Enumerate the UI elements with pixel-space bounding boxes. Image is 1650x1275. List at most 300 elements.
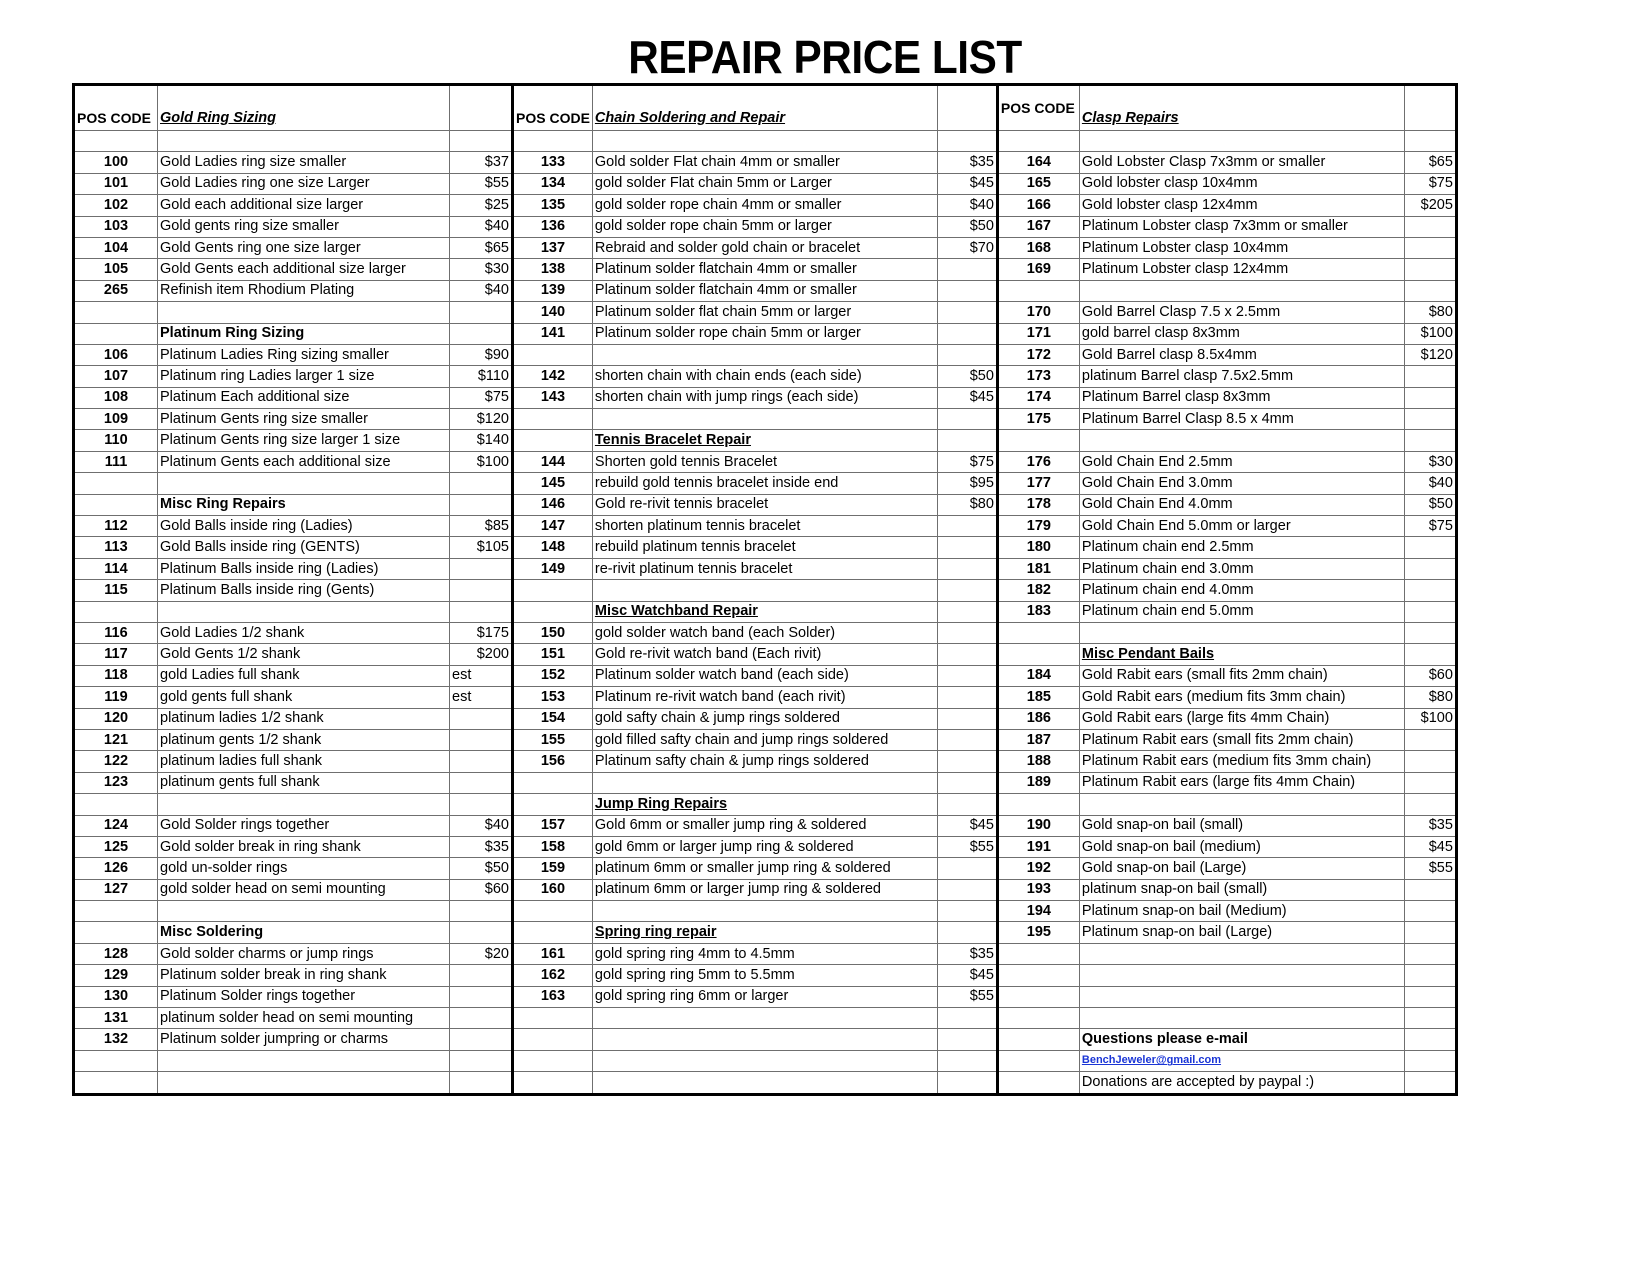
price-cell: $37 bbox=[450, 152, 513, 173]
table-row bbox=[74, 302, 1457, 323]
description-cell: rebuild gold tennis bracelet inside end bbox=[592, 473, 937, 494]
price-cell: $55 bbox=[450, 173, 513, 194]
description-cell: re-rivit platinum tennis bracelet bbox=[592, 558, 937, 579]
price-cell bbox=[450, 1029, 513, 1050]
pos-code-header: POS CODE bbox=[513, 85, 593, 131]
description-cell: platinum Barrel clasp 7.5x2.5mm bbox=[1079, 366, 1404, 387]
price-cell bbox=[1404, 430, 1456, 451]
pos-code-cell: 125 bbox=[74, 836, 158, 857]
table-row bbox=[74, 366, 1457, 387]
price-cell bbox=[937, 344, 997, 365]
pos-code-cell: 133 bbox=[513, 152, 593, 173]
table-row bbox=[74, 687, 1457, 708]
table-row bbox=[74, 216, 1457, 237]
description-cell: Platinum Gents each additional size bbox=[158, 451, 450, 472]
table-row bbox=[74, 580, 1457, 601]
description-cell: gold barrel clasp 8x3mm bbox=[1079, 323, 1404, 344]
pos-code-cell: 194 bbox=[997, 901, 1079, 922]
description-cell: gold 6mm or larger jump ring & soldered bbox=[592, 836, 937, 857]
pos-code-cell: 152 bbox=[513, 665, 593, 686]
description-cell bbox=[158, 473, 450, 494]
price-cell bbox=[450, 772, 513, 793]
pos-code-cell: 135 bbox=[513, 195, 593, 216]
pos-code-cell: 109 bbox=[74, 409, 158, 430]
pos-code-cell: 137 bbox=[513, 237, 593, 258]
pos-code-cell: 101 bbox=[74, 173, 158, 194]
price-cell bbox=[937, 794, 997, 815]
pos-code-cell bbox=[513, 601, 593, 622]
pos-code-cell: 193 bbox=[997, 879, 1079, 900]
price-cell: $80 bbox=[1404, 302, 1456, 323]
table-row bbox=[74, 901, 1457, 922]
description-cell: Gold Rabit ears (large fits 4mm Chain) bbox=[1079, 708, 1404, 729]
pos-code-cell: 151 bbox=[513, 644, 593, 665]
pos-code-cell bbox=[513, 1050, 593, 1071]
description-cell: Gold solder break in ring shank bbox=[158, 836, 450, 857]
pos-code-cell: 181 bbox=[997, 558, 1079, 579]
description-cell bbox=[1079, 943, 1404, 964]
section-heading: Misc Watchband Repair bbox=[592, 601, 937, 622]
price-cell bbox=[937, 708, 997, 729]
price-cell: $175 bbox=[450, 622, 513, 643]
table-row bbox=[74, 1072, 1457, 1094]
price-cell bbox=[1404, 965, 1456, 986]
price-cell bbox=[450, 901, 513, 922]
description-cell: Gold Ladies ring size smaller bbox=[158, 152, 450, 173]
pos-code-cell: 102 bbox=[74, 195, 158, 216]
pos-code-cell: 158 bbox=[513, 836, 593, 857]
description-cell bbox=[592, 772, 937, 793]
pos-code-cell bbox=[513, 430, 593, 451]
price-cell: $110 bbox=[450, 366, 513, 387]
description-cell: gold Ladies full shank bbox=[158, 665, 450, 686]
price-cell bbox=[937, 516, 997, 537]
price-cell bbox=[450, 580, 513, 601]
table-row bbox=[74, 601, 1457, 622]
pos-code-cell: 153 bbox=[513, 687, 593, 708]
description-cell bbox=[592, 1008, 937, 1029]
price-cell: $75 bbox=[1404, 173, 1456, 194]
price-cell: $75 bbox=[450, 387, 513, 408]
pos-code-cell bbox=[74, 494, 158, 515]
pos-code-cell bbox=[997, 943, 1079, 964]
pos-code-cell: 108 bbox=[74, 387, 158, 408]
description-cell: Platinum Ladies Ring sizing smaller bbox=[158, 344, 450, 365]
price-cell bbox=[937, 280, 997, 301]
price-cell bbox=[937, 323, 997, 344]
description-cell: Donations are accepted by paypal :) bbox=[1079, 1072, 1404, 1094]
pos-code-cell bbox=[513, 409, 593, 430]
price-cell bbox=[450, 729, 513, 750]
pos-code-cell: 188 bbox=[997, 751, 1079, 772]
pos-code-cell: 114 bbox=[74, 558, 158, 579]
description-cell bbox=[1079, 986, 1404, 1007]
pos-code-cell bbox=[74, 302, 158, 323]
description-cell: platinum ladies 1/2 shank bbox=[158, 708, 450, 729]
price-cell bbox=[450, 494, 513, 515]
pos-code-cell: 161 bbox=[513, 943, 593, 964]
description-cell bbox=[158, 901, 450, 922]
description-cell bbox=[1079, 430, 1404, 451]
pos-code-cell: 156 bbox=[513, 751, 593, 772]
price-cell bbox=[1404, 879, 1456, 900]
table-row bbox=[74, 815, 1457, 836]
description-cell bbox=[592, 901, 937, 922]
table-row bbox=[74, 323, 1457, 344]
pos-code-cell bbox=[74, 473, 158, 494]
pos-code-cell bbox=[74, 922, 158, 943]
price-cell: $120 bbox=[450, 409, 513, 430]
table-row bbox=[74, 708, 1457, 729]
pos-code-cell: 154 bbox=[513, 708, 593, 729]
pos-code-cell bbox=[997, 622, 1079, 643]
description-cell: Gold Gents each additional size larger bbox=[158, 259, 450, 280]
pos-code-cell: 144 bbox=[513, 451, 593, 472]
price-cell bbox=[450, 986, 513, 1007]
description-cell: shorten platinum tennis bracelet bbox=[592, 516, 937, 537]
price-cell bbox=[1404, 1008, 1456, 1029]
table-row bbox=[74, 794, 1457, 815]
description-cell bbox=[1079, 1008, 1404, 1029]
table-row bbox=[74, 537, 1457, 558]
price-cell bbox=[937, 901, 997, 922]
price-cell bbox=[450, 1072, 513, 1094]
description-cell: Gold Gents ring one size larger bbox=[158, 237, 450, 258]
price-cell: $205 bbox=[1404, 195, 1456, 216]
pos-code-cell: 120 bbox=[74, 708, 158, 729]
description-cell bbox=[592, 409, 937, 430]
price-cell bbox=[937, 879, 997, 900]
description-cell: Gold Barrel clasp 8.5x4mm bbox=[1079, 344, 1404, 365]
pos-code-cell: 117 bbox=[74, 644, 158, 665]
description-cell: Platinum Balls inside ring (Ladies) bbox=[158, 558, 450, 579]
description-cell: Platinum chain end 5.0mm bbox=[1079, 601, 1404, 622]
price-cell: $40 bbox=[450, 216, 513, 237]
section-heading: Spring ring repair bbox=[592, 922, 937, 943]
description-cell: Gold Balls inside ring (Ladies) bbox=[158, 516, 450, 537]
price-cell: $45 bbox=[937, 173, 997, 194]
pos-code-cell: 183 bbox=[997, 601, 1079, 622]
pos-code-cell: 139 bbox=[513, 280, 593, 301]
description-cell: Gold Chain End 2.5mm bbox=[1079, 451, 1404, 472]
price-cell: $60 bbox=[450, 879, 513, 900]
pos-code-cell: 191 bbox=[997, 836, 1079, 857]
price-cell bbox=[937, 302, 997, 323]
description-cell: Platinum Rabit ears (medium fits 3mm chain) bbox=[1079, 751, 1404, 772]
pos-code-cell bbox=[74, 1050, 158, 1071]
description-cell: shorten chain with chain ends (each side) bbox=[592, 366, 937, 387]
description-cell: platinum gents full shank bbox=[158, 772, 450, 793]
description-cell: gold filled safty chain and jump rings soldered bbox=[592, 729, 937, 750]
pos-code-cell bbox=[513, 344, 593, 365]
price-cell bbox=[937, 601, 997, 622]
pos-code-cell bbox=[74, 323, 158, 344]
price-cell: $100 bbox=[450, 451, 513, 472]
price-cell: $40 bbox=[1404, 473, 1456, 494]
pos-code-cell: 128 bbox=[74, 943, 158, 964]
description-cell: Gold Rabit ears (medium fits 3mm chain) bbox=[1079, 687, 1404, 708]
table-row bbox=[74, 259, 1457, 280]
pos-code-cell: 136 bbox=[513, 216, 593, 237]
table-row bbox=[74, 943, 1457, 964]
table-row bbox=[74, 986, 1457, 1007]
price-cell: $55 bbox=[937, 986, 997, 1007]
description-cell: gold un-solder rings bbox=[158, 858, 450, 879]
price-cell: $55 bbox=[1404, 858, 1456, 879]
section-heading: Questions please e-mail bbox=[1079, 1029, 1404, 1050]
pos-code-cell bbox=[513, 580, 593, 601]
description-cell: platinum gents 1/2 shank bbox=[158, 729, 450, 750]
pos-code-cell: 168 bbox=[997, 237, 1079, 258]
table-row bbox=[74, 473, 1457, 494]
pos-code-cell: 100 bbox=[74, 152, 158, 173]
description-cell bbox=[1079, 622, 1404, 643]
description-cell: Gold Chain End 4.0mm bbox=[1079, 494, 1404, 515]
pos-code-cell: 147 bbox=[513, 516, 593, 537]
price-cell bbox=[1404, 366, 1456, 387]
pos-code-cell bbox=[997, 131, 1079, 152]
price-cell bbox=[1404, 237, 1456, 258]
description-cell: gold solder rope chain 4mm or smaller bbox=[592, 195, 937, 216]
description-cell: Gold Chain End 5.0mm or larger bbox=[1079, 516, 1404, 537]
pos-code-cell: 149 bbox=[513, 558, 593, 579]
price-cell bbox=[937, 259, 997, 280]
description-cell: Gold Lobster Clasp 7x3mm or smaller bbox=[1079, 152, 1404, 173]
description-cell: Gold snap-on bail (medium) bbox=[1079, 836, 1404, 857]
pos-code-cell: 172 bbox=[997, 344, 1079, 365]
pos-code-cell: 162 bbox=[513, 965, 593, 986]
pos-code-cell: 103 bbox=[74, 216, 158, 237]
price-cell bbox=[937, 580, 997, 601]
category-header-chain-soldering: Chain Soldering and Repair bbox=[592, 85, 937, 131]
table-row bbox=[74, 558, 1457, 579]
description-cell: Gold snap-on bail (Large) bbox=[1079, 858, 1404, 879]
price-cell: $120 bbox=[1404, 344, 1456, 365]
pos-code-cell: 192 bbox=[997, 858, 1079, 879]
table-row bbox=[74, 1050, 1457, 1071]
pos-code-cell: 189 bbox=[997, 772, 1079, 793]
description-cell: Platinum Lobster clasp 7x3mm or smaller bbox=[1079, 216, 1404, 237]
description-cell: shorten chain with jump rings (each side) bbox=[592, 387, 937, 408]
pos-code-cell: 116 bbox=[74, 622, 158, 643]
description-cell: Platinum solder flatchain 4mm or smaller bbox=[592, 259, 937, 280]
table-row bbox=[74, 751, 1457, 772]
pos-code-cell bbox=[997, 794, 1079, 815]
pos-code-cell bbox=[997, 430, 1079, 451]
pos-code-cell: 169 bbox=[997, 259, 1079, 280]
pos-code-cell: 134 bbox=[513, 173, 593, 194]
pos-code-cell: 175 bbox=[997, 409, 1079, 430]
pos-code-cell: 173 bbox=[997, 366, 1079, 387]
description-cell bbox=[592, 344, 937, 365]
pos-code-cell bbox=[74, 794, 158, 815]
description-cell: platinum ladies full shank bbox=[158, 751, 450, 772]
table-row bbox=[74, 152, 1457, 173]
description-cell: Gold Balls inside ring (GENTS) bbox=[158, 537, 450, 558]
price-cell: $100 bbox=[1404, 708, 1456, 729]
description-cell: Gold Ladies ring one size Larger bbox=[158, 173, 450, 194]
price-cell bbox=[1404, 1050, 1456, 1071]
description-cell: Platinum solder break in ring shank bbox=[158, 965, 450, 986]
price-cell: $140 bbox=[450, 430, 513, 451]
header-row bbox=[74, 85, 1457, 131]
description-cell: Platinum Barrel clasp 8x3mm bbox=[1079, 387, 1404, 408]
table-row bbox=[74, 409, 1457, 430]
pos-code-cell bbox=[513, 794, 593, 815]
pos-code-cell: 132 bbox=[74, 1029, 158, 1050]
pos-code-cell: 119 bbox=[74, 687, 158, 708]
pos-code-cell: 118 bbox=[74, 665, 158, 686]
description-cell bbox=[158, 601, 450, 622]
price-header bbox=[450, 85, 513, 131]
description-cell: gold safty chain & jump rings soldered bbox=[592, 708, 937, 729]
pos-code-cell: 171 bbox=[997, 323, 1079, 344]
description-cell: Platinum Gents ring size smaller bbox=[158, 409, 450, 430]
price-cell bbox=[450, 558, 513, 579]
table-row bbox=[74, 494, 1457, 515]
price-cell: est bbox=[450, 665, 513, 686]
description-cell: Platinum Gents ring size larger 1 size bbox=[158, 430, 450, 451]
price-cell bbox=[937, 1029, 997, 1050]
pos-code-cell: 163 bbox=[513, 986, 593, 1007]
price-cell bbox=[1404, 387, 1456, 408]
table-row bbox=[74, 1029, 1457, 1050]
price-cell: $105 bbox=[450, 537, 513, 558]
table-row bbox=[74, 387, 1457, 408]
price-cell bbox=[450, 131, 513, 152]
description-cell: Gold Chain End 3.0mm bbox=[1079, 473, 1404, 494]
pos-code-cell: 141 bbox=[513, 323, 593, 344]
pos-code-cell: 190 bbox=[997, 815, 1079, 836]
pos-code-cell: 140 bbox=[513, 302, 593, 323]
description-cell: Platinum Lobster clasp 10x4mm bbox=[1079, 237, 1404, 258]
table-row bbox=[74, 237, 1457, 258]
pos-code-cell: 124 bbox=[74, 815, 158, 836]
description-cell: Platinum chain end 3.0mm bbox=[1079, 558, 1404, 579]
price-cell bbox=[937, 922, 997, 943]
price-cell bbox=[1404, 580, 1456, 601]
description-cell: Platinum solder rope chain 5mm or larger bbox=[592, 323, 937, 344]
pos-code-cell bbox=[997, 986, 1079, 1007]
price-cell bbox=[1404, 1029, 1456, 1050]
price-cell: est bbox=[450, 687, 513, 708]
pos-code-cell bbox=[997, 1029, 1079, 1050]
price-cell bbox=[1404, 644, 1456, 665]
table-row bbox=[74, 772, 1457, 793]
table-row bbox=[74, 344, 1457, 365]
price-cell: $40 bbox=[937, 195, 997, 216]
description-cell: Platinum Rabit ears (large fits 4mm Chain) bbox=[1079, 772, 1404, 793]
pos-code-cell bbox=[513, 131, 593, 152]
price-cell bbox=[937, 729, 997, 750]
price-cell: $30 bbox=[450, 259, 513, 280]
description-cell: Platinum ring Ladies larger 1 size bbox=[158, 366, 450, 387]
table-row bbox=[74, 280, 1457, 301]
pos-code-cell: 265 bbox=[74, 280, 158, 301]
description-cell: Platinum re-rivit watch band (each rivit) bbox=[592, 687, 937, 708]
price-cell: $50 bbox=[1404, 494, 1456, 515]
price-cell bbox=[1404, 729, 1456, 750]
pos-code-cell bbox=[513, 1008, 593, 1029]
price-cell: $55 bbox=[937, 836, 997, 857]
table-row bbox=[74, 622, 1457, 643]
price-cell bbox=[450, 965, 513, 986]
price-cell: $35 bbox=[937, 943, 997, 964]
table-row bbox=[74, 644, 1457, 665]
price-cell: $85 bbox=[450, 516, 513, 537]
pos-code-cell bbox=[997, 644, 1079, 665]
price-cell bbox=[1404, 1072, 1456, 1094]
description-cell: Platinum Each additional size bbox=[158, 387, 450, 408]
table-row bbox=[74, 836, 1457, 857]
description-cell: Platinum chain end 4.0mm bbox=[1079, 580, 1404, 601]
category-header-clasp-repairs: Clasp Repairs bbox=[1079, 85, 1404, 131]
price-cell bbox=[450, 1050, 513, 1071]
pos-code-cell: 186 bbox=[997, 708, 1079, 729]
description-cell: Gold gents ring size smaller bbox=[158, 216, 450, 237]
price-cell bbox=[450, 302, 513, 323]
price-cell bbox=[1404, 280, 1456, 301]
description-cell bbox=[158, 1050, 450, 1071]
pos-code-cell: 121 bbox=[74, 729, 158, 750]
description-cell: Refinish item Rhodium Plating bbox=[158, 280, 450, 301]
price-cell: $50 bbox=[937, 366, 997, 387]
price-cell: $40 bbox=[450, 815, 513, 836]
description-cell bbox=[592, 1029, 937, 1050]
price-cell bbox=[937, 622, 997, 643]
pos-code-cell: 187 bbox=[997, 729, 1079, 750]
section-heading: Misc Soldering bbox=[158, 922, 450, 943]
pos-code-cell: 106 bbox=[74, 344, 158, 365]
pos-code-cell: 127 bbox=[74, 879, 158, 900]
pos-code-cell: 110 bbox=[74, 430, 158, 451]
description-cell: platinum 6mm or smaller jump ring & soldered bbox=[592, 858, 937, 879]
price-cell bbox=[1404, 601, 1456, 622]
email-link[interactable]: BenchJeweler@gmail.com bbox=[1079, 1050, 1404, 1071]
pos-code-cell: 126 bbox=[74, 858, 158, 879]
section-heading: Tennis Bracelet Repair bbox=[592, 430, 937, 451]
pos-code-cell bbox=[74, 601, 158, 622]
pos-code-cell bbox=[513, 1072, 593, 1094]
description-cell: Platinum Solder rings together bbox=[158, 986, 450, 1007]
description-cell: gold solder head on semi mounting bbox=[158, 879, 450, 900]
price-cell: $100 bbox=[1404, 323, 1456, 344]
description-cell bbox=[158, 131, 450, 152]
price-cell: $30 bbox=[1404, 451, 1456, 472]
description-cell: Gold each additional size larger bbox=[158, 195, 450, 216]
price-cell: $65 bbox=[450, 237, 513, 258]
description-cell bbox=[592, 580, 937, 601]
table-row bbox=[74, 879, 1457, 900]
price-cell: $45 bbox=[937, 387, 997, 408]
price-header bbox=[937, 85, 997, 131]
pos-code-cell: 123 bbox=[74, 772, 158, 793]
pos-code-cell: 170 bbox=[997, 302, 1079, 323]
pos-code-cell: 150 bbox=[513, 622, 593, 643]
pos-code-cell bbox=[74, 901, 158, 922]
description-cell bbox=[592, 1050, 937, 1071]
pos-code-cell: 195 bbox=[997, 922, 1079, 943]
price-cell bbox=[937, 409, 997, 430]
price-cell bbox=[937, 1072, 997, 1094]
price-cell bbox=[937, 131, 997, 152]
price-cell: $80 bbox=[937, 494, 997, 515]
price-cell: $75 bbox=[1404, 516, 1456, 537]
table-row bbox=[74, 451, 1457, 472]
description-cell: Platinum chain end 2.5mm bbox=[1079, 537, 1404, 558]
price-cell bbox=[937, 430, 997, 451]
pos-code-cell: 104 bbox=[74, 237, 158, 258]
